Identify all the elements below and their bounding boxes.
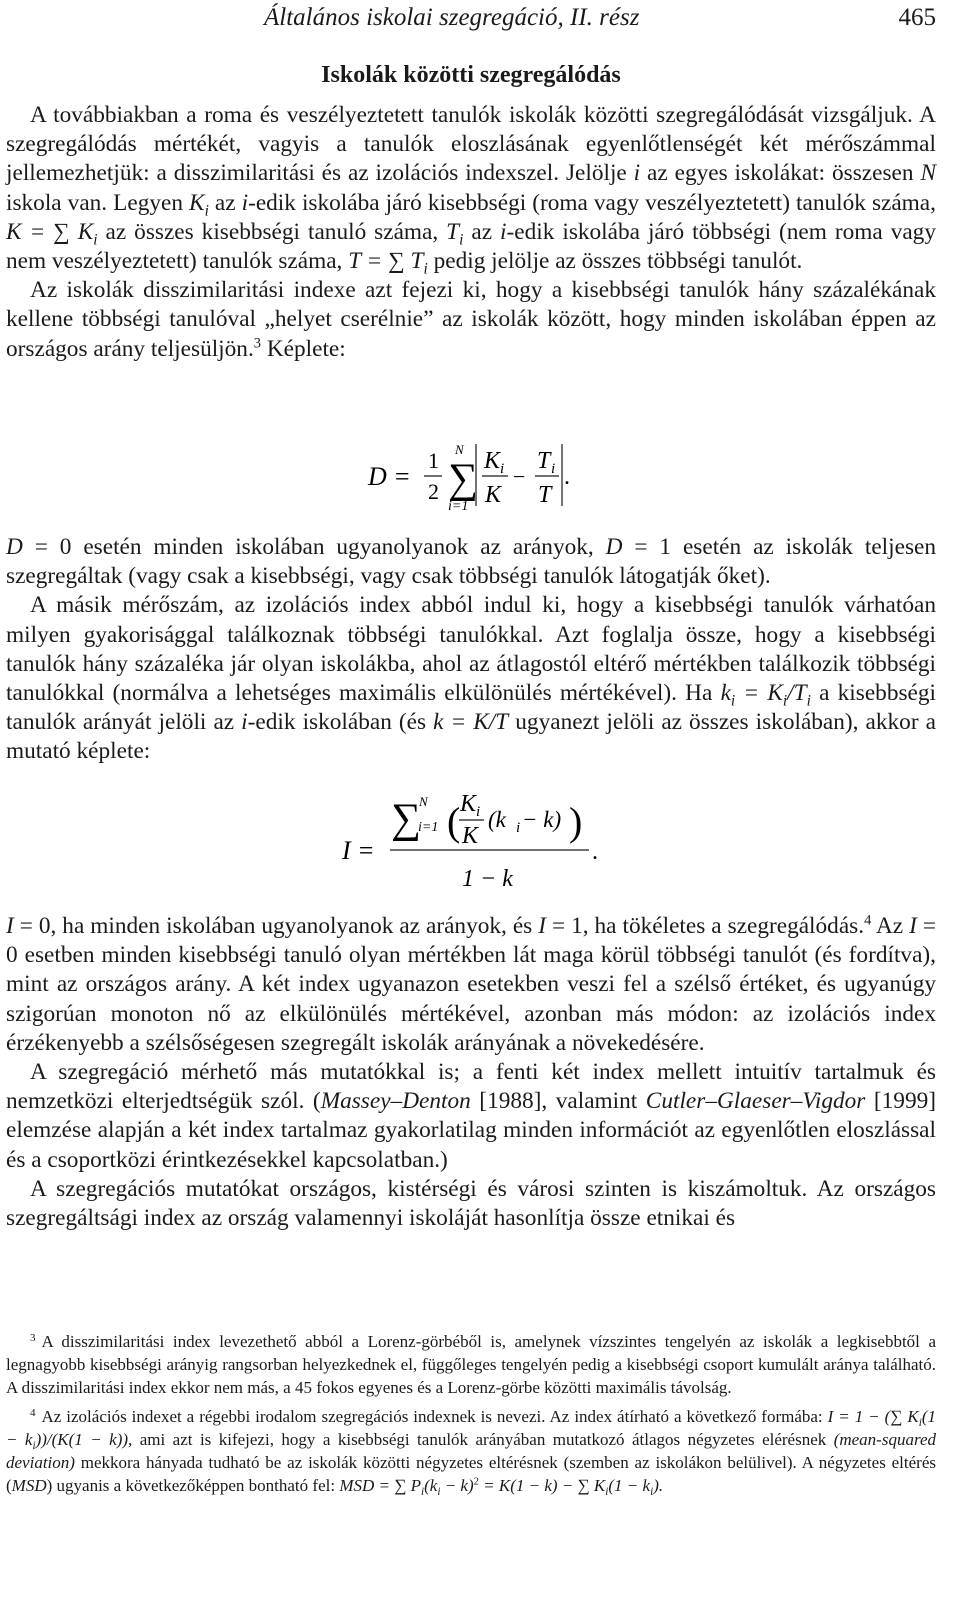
paragraph-2: Az iskolák disszimilaritási indexe azt fejezi ki, hogy a kisebbségi tanulók hány százalékának kellene többségi tanulóval „helyet cserélnie” az iskolák között, hogy minden iskolában éppen az országos arány teljesüljön.$^3$ Képlete: (6, 277, 936, 362)
footnote-4: $^4$ Az izolációs indexet a régebbi irodalom szegregációs indexnek is nevezi. Az index átírható a következő formába: I = 1 − (∑ $K_i(1 - k_i))/(K(1 - k))$, ami azt is kifejezi, hogy a kisebbségi tanulók arányában mutatkozó átlagos négyzetes elérésnek (mean-squared deviation) mekkora hányada tudható be az iskolák közötti négyzetes eltérésnek (szemben az iskolákon belülivel). A négyzetes eltérés (MSD) ugyanis a következőképpen bontható fel: MSD = ∑ $P_i(k_i - k)^2 = K(1 - k)$ − ∑ $K_i(1 - k_i)$. (6, 1406, 936, 1499)
formula-i-den: 1 − k (462, 866, 513, 890)
inline-formula-T: T = ∑ T (348, 248, 424, 275)
svg-text:i: i (476, 804, 481, 820)
formula-i-lhs: I = (342, 836, 375, 865)
running-title: Általános iskolai szegregáció, II. rész (264, 4, 640, 31)
sum-sign: ∑ (448, 456, 478, 502)
formula-d-T: T (538, 482, 552, 508)
citation-massey-denton: Massey–Denton (320, 1088, 471, 1115)
formula-d-num: 1 (428, 448, 439, 473)
paren-left: ( (447, 799, 461, 844)
paragraph-4: A másik mérőszám, az izolációs index abból indul ki, hogy a kisebbségi tanulók várhatóan milyen gyakorisággal találkoznak többségi tanulókkal. Azt foglalja össze, hogy a kisebbségi tanulók hány százaléka jár olyan iskolákba, ahol az átlagostól eltérő mértékben találkozik többségi tanulókkal (normálva a lehetséges maximális elkülönülés mértékével). Ha $k_i = K_i/T_i$ a kisebbségi tanulók arányát jelöli az i-edik iskolában (és k = K/T ugyanezt jelöli az összes iskolában), akkor a mutató képlete: (6, 592, 936, 765)
sum-sign: ∑ (391, 796, 421, 842)
formula-d-K: K (485, 482, 502, 508)
body-text-3 (6, 912, 936, 1233)
section-title: Iskolák közötti szegregálódás (321, 62, 621, 88)
formula-isolation (6, 780, 936, 890)
body-text (6, 101, 936, 364)
svg-text:− k): − k) (522, 807, 562, 832)
paragraph-3: D = 0 esetén minden iskolában ugyanolyanok az arányok, D = 1 esetén az iskolák teljesen szegregáltak (vagy csak a kisebbségi, vagy csak többségi tanulók látogatják őket). (6, 534, 937, 590)
sum-lower: i=1 (418, 820, 439, 835)
svg-text:.: . (592, 839, 598, 865)
svg-text:i: i (516, 820, 521, 836)
footnote-3: $^3$ A disszimilaritási index levezethető abból a Lorenz-görbéből is, amelynek vízszintes tengelyén az iskolák a legkisebbtől a legnagyobb kisebbségi arányig rangsorban helyezkednek el, függőleges tengelyén pedig a kisebbségi csoport kumulált aránya található. A disszimilaritási index ekkor nem más, a 45 fokos egyenes és a Lorenz-görbe közötti maximális távolság. (6, 1332, 936, 1398)
formula-d-Ti: T (537, 448, 551, 474)
footnotes (6, 1327, 936, 1497)
paragraph-6: A szegregáció mérhető más mutatókkal is; a fenti két index mellett intuitív tartalmuk és nemzetközi elterjedtségük szól. (Massey–Denton [1988], valamint Cutler–Glaeser–Vigdor [1999] elemzése alapján a két index tartalmaz gyakorlatilag minden információt az egyenlőtlen eloszlással és a csoportközi érintkezésekkel kapcsolatban.) (6, 1059, 936, 1173)
svg-text:.: . (564, 464, 570, 490)
formula-i-K: K (462, 823, 479, 849)
sum-upper: N (419, 794, 428, 809)
paragraph-5: I = 0, ha minden iskolában ugyanolyanok az arányok, és I = 1, ha tökéletes a szegregálódás.$^4$ Az I = 0 esetben minden kisebbségi tanuló olyan mértékben lát maga körül többségi tanulót (és fordítva), mint az országos arány. A két index ugyanazon esetekben veszi fel a szélső értéket, és ugyanúgy szigorúan monoton nő az elkülönülés mértékével, azonban más módon: az izolációs index érzékenyebb a szélsőségesen szegregált iskolák arányának a növekedésére. (6, 912, 937, 1056)
formula-dissimilarity (6, 438, 936, 514)
paren-right: ) (569, 799, 583, 844)
footnote-ref-4: 4 (864, 912, 872, 929)
formula-d-lhs: D = (368, 462, 411, 491)
paragraph-1: A továbbiakban a roma és veszélyeztetett tanulók iskolák közötti szegregálódását vizsgáljuk. A szegregálódás mértékét, vagyis a tanulók eloszlásának egyenlőtlenségét két mérőszámmal jellemezhetjük: a disszimilaritási és az izolációs indexszel. Jelölje i az egyes iskolákat: összesen N iskola van. Legyen $K_i$ az i-edik iskolába járó kisebbségi (roma vagy veszélyeztetett) tanulók száma, K = ∑ $K_i$ az összes kisebbségi tanuló száma, $T_i$ az i-edik iskolába járó többségi (nem roma vagy nem veszélyeztetett) tanulók száma, T = ∑ $T_i$ pedig jelölje az összes többségi tanulót. (6, 102, 936, 278)
sum-upper: N (455, 442, 464, 457)
formula-i-term: (k (488, 807, 506, 832)
formula-i-Ki: K (460, 791, 477, 817)
formula-d-den: 2 (428, 479, 439, 504)
footnote-ref-3: 3 (253, 334, 261, 351)
svg-text:i: i (500, 461, 505, 477)
svg-text:i: i (551, 461, 556, 477)
formula-d-Ki: K (484, 448, 501, 474)
running-header (6, 4, 936, 36)
sum-lower: i=1 (448, 499, 469, 514)
citation-cutler-glaeser-vigdor: Cutler–Glaeser–Vigdor (645, 1088, 866, 1115)
inline-formula-K: K = ∑ K (6, 218, 94, 245)
svg-text:−: − (513, 464, 526, 489)
body-text-2 (6, 533, 936, 767)
paragraph-7: A szegregációs mutatókat országos, kistérségi és városi szinten is kiszámoltuk. Az országos szegregáltsági index az ország valamennyi iskoláját hasonlítja össze etnikai és (6, 1175, 936, 1232)
page-number: 465 (898, 4, 936, 31)
